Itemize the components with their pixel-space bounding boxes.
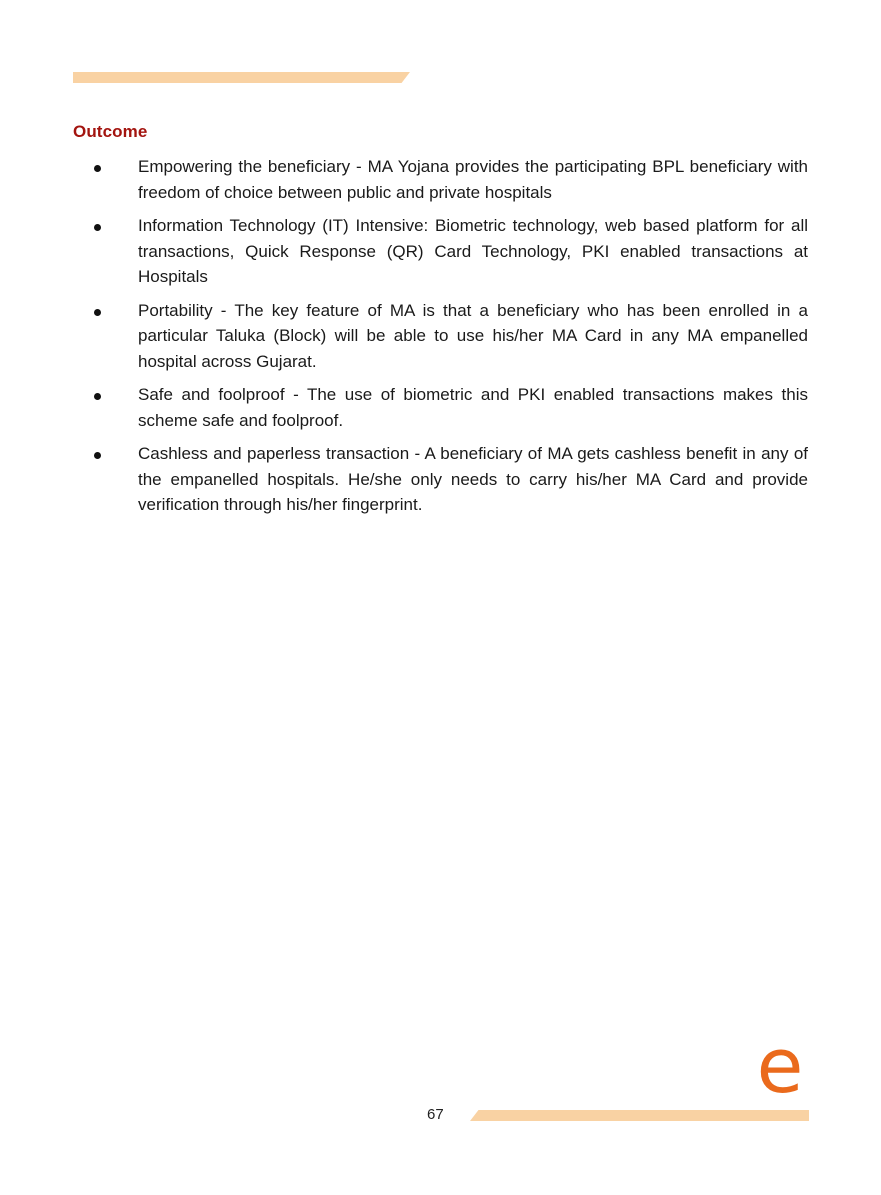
bullet-icon <box>94 309 101 316</box>
e-logo-icon <box>748 1036 812 1100</box>
list-item <box>90 213 808 290</box>
outcome-list <box>90 154 808 526</box>
list-item-text: Information Technology (IT) Intensive: Biometric technology, web based platform for all transactions, Quick Response (QR) Card Technology, PKI enabled transactions at Hospitals <box>138 216 808 286</box>
bullet-icon <box>94 165 101 172</box>
list-item <box>90 441 808 518</box>
logo-letter: e <box>756 1036 804 1100</box>
list-item <box>90 382 808 433</box>
top-accent-bar <box>73 72 410 83</box>
list-item-text: Safe and foolproof - The use of biometric and PKI enabled transactions makes this scheme safe and foolproof. <box>138 385 808 430</box>
bullet-icon <box>94 452 101 459</box>
bullet-icon <box>94 224 101 231</box>
list-item-text: Empowering the beneficiary - MA Yojana provides the participating BPL beneficiary with freedom of choice between public and private hospitals <box>138 157 808 202</box>
list-item <box>90 298 808 375</box>
section-heading: Outcome <box>73 122 148 141</box>
list-item-text: Cashless and paperless transaction - A beneficiary of MA gets cashless benefit in any of the empanelled hospitals. He/she only needs to carry his/her MA Card and provide verification through his/her fingerprint. <box>138 444 808 514</box>
page-number: 67 <box>427 1106 444 1123</box>
bullet-icon <box>94 393 101 400</box>
list-item <box>90 154 808 205</box>
bottom-accent-bar <box>470 1110 809 1121</box>
list-item-text: Portability - The key feature of MA is that a beneficiary who has been enrolled in a particular Taluka (Block) will be able to use his/her MA Card in any MA empanelled hospital across Gujarat. <box>138 300 808 371</box>
